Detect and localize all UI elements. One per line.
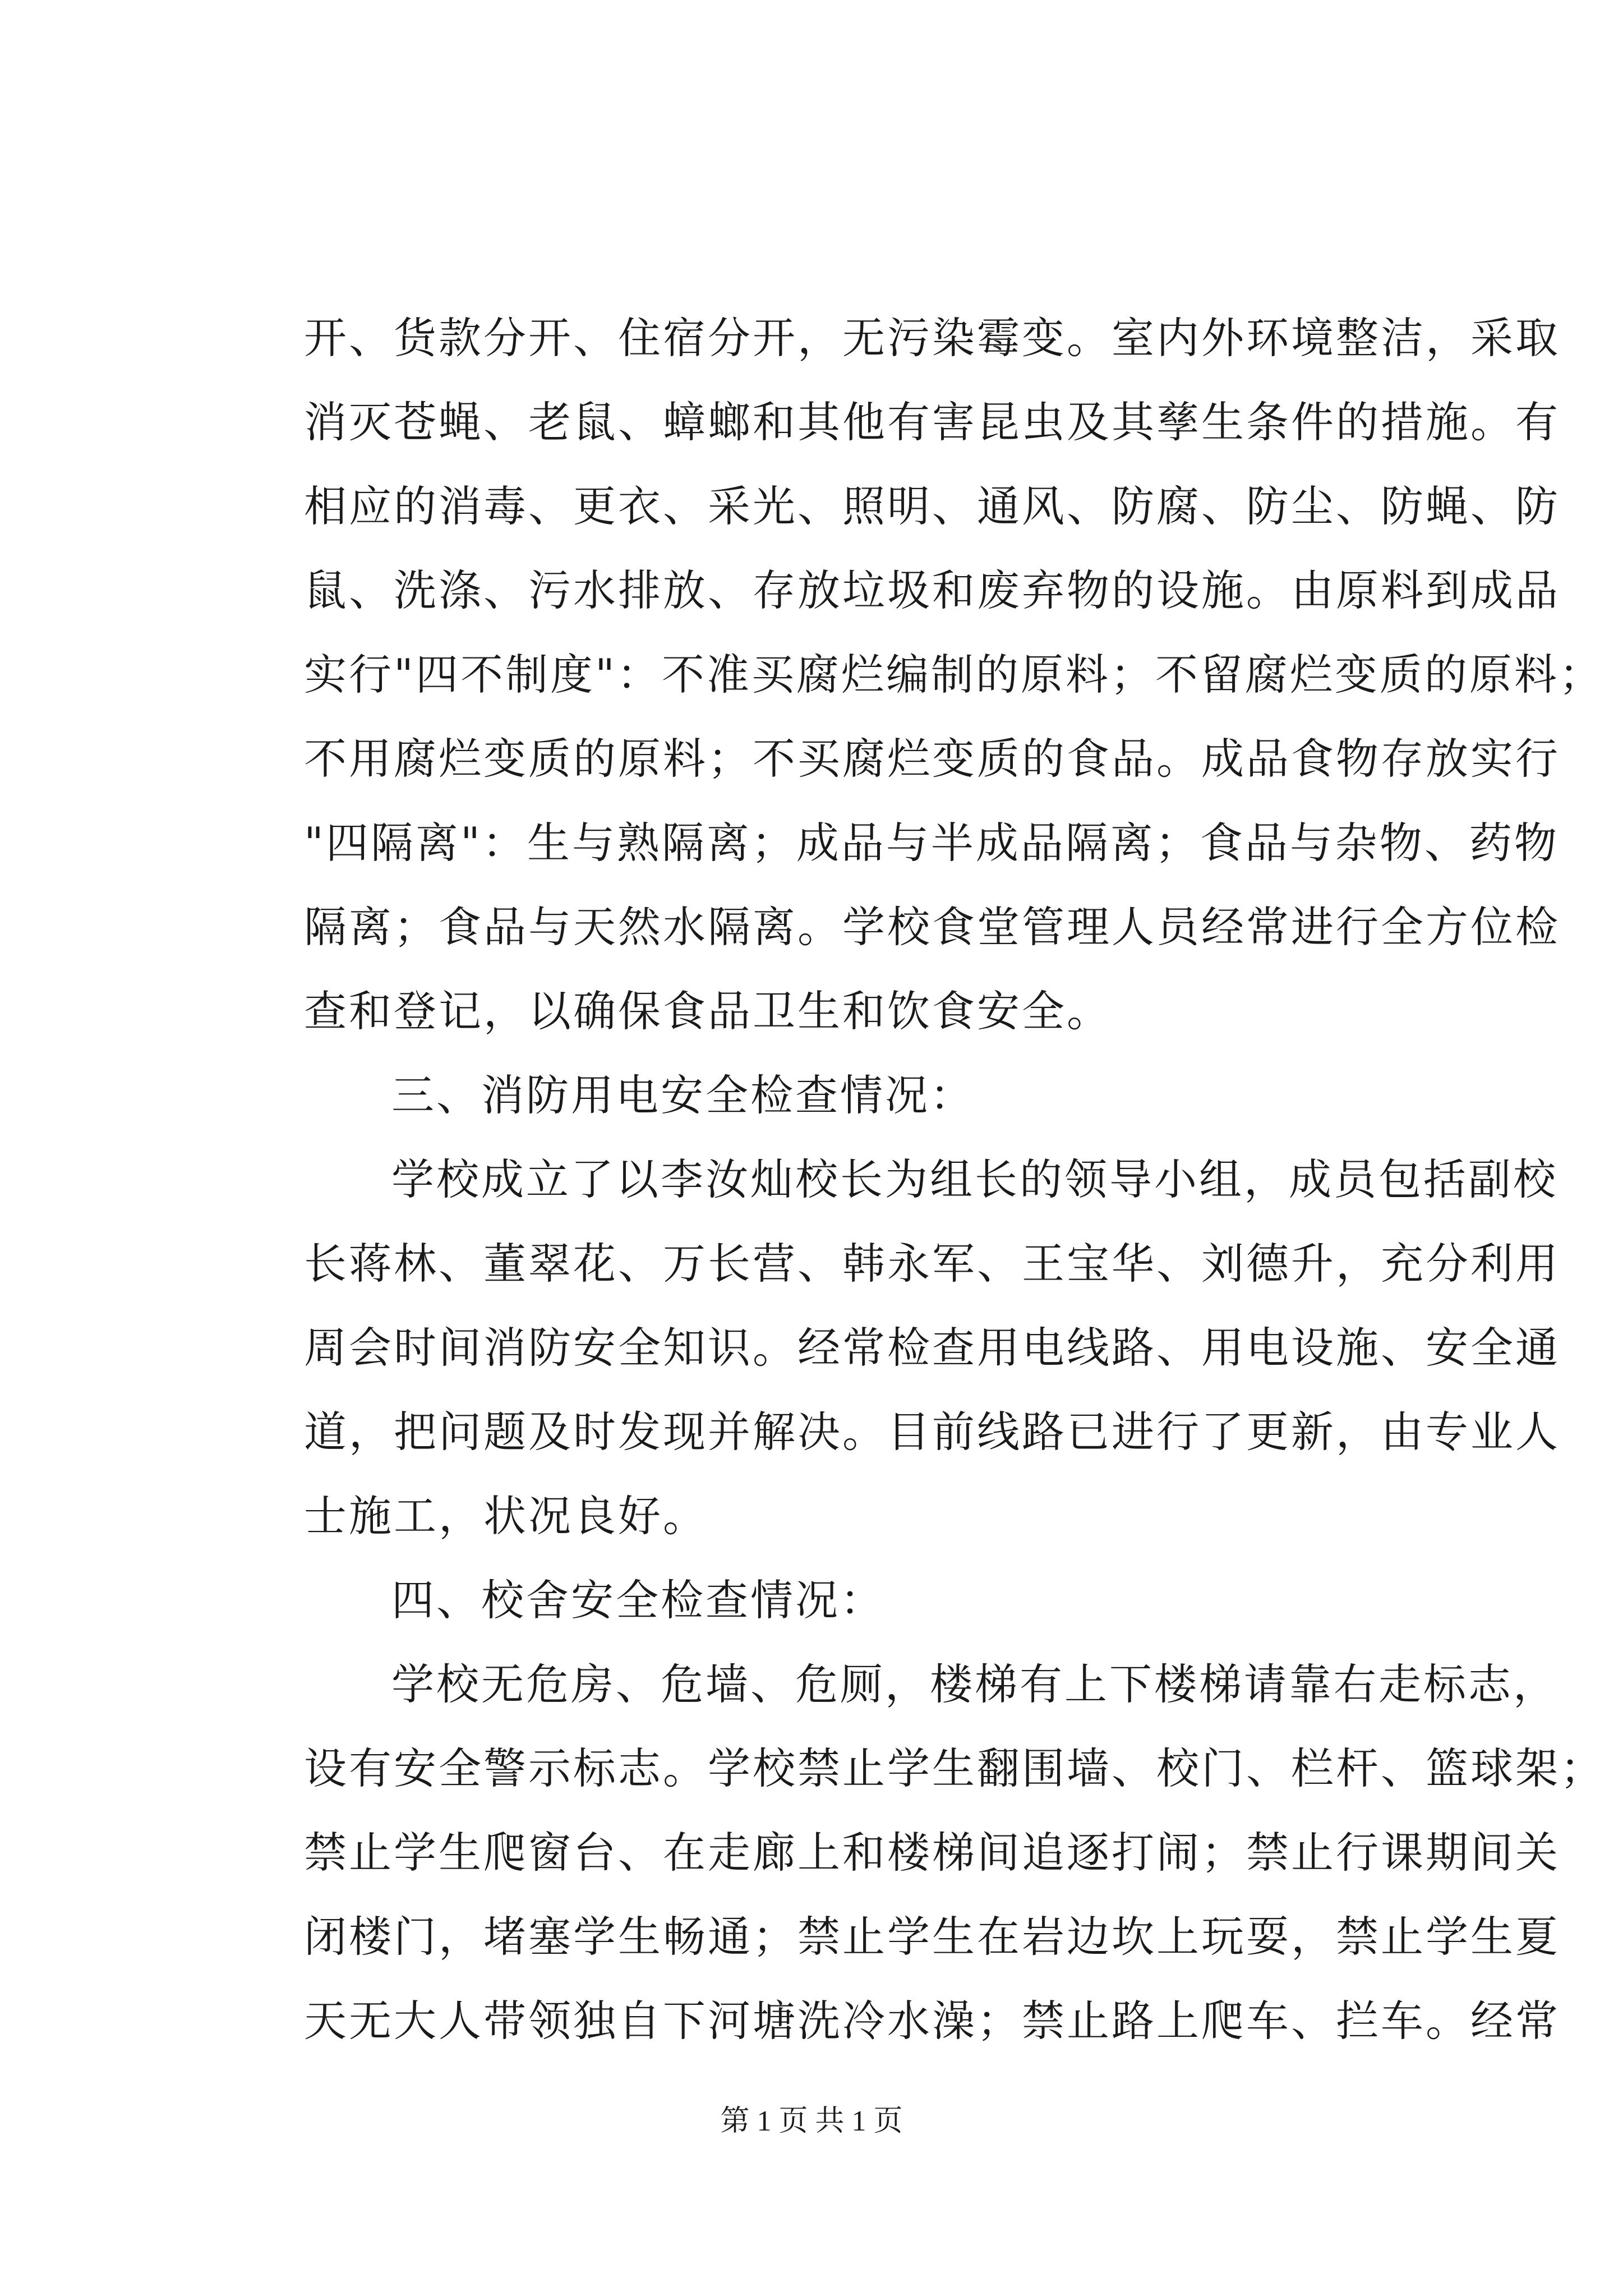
paragraph-line: 不用腐烂变质的原料；不买腐烂变质的食品。成品食物存放实行 [304, 734, 1560, 784]
paragraph-line: 禁止学生爬窗台、在走廊上和楼梯间追逐打闹；禁止行课期间关 [304, 1828, 1560, 1878]
paragraph-line: 学校无危房、危墙、危厕，楼梯有上下楼梯请靠右走标志， [391, 1659, 1558, 1709]
section-heading: 四、校舍安全检查情况： [391, 1575, 885, 1625]
paragraph-line: 相应的消毒、更衣、采光、照明、通风、防腐、防尘、防蝇、防 [304, 481, 1560, 531]
paragraph-line: 设有安全警示标志。学校禁止学生翻围墙、校门、栏杆、篮球架； [304, 1743, 1605, 1793]
paragraph-line: 查和登记，以确保食品卫生和饮食安全。 [304, 986, 1112, 1036]
paragraph-line: 学校成立了以李汝灿校长为组长的领导小组，成员包括副校 [391, 1154, 1558, 1204]
paragraph-line: 鼠、洗涤、污水排放、存放垃圾和废弃物的设施。由原料到成品 [304, 565, 1560, 615]
paragraph-line: 消灭苍蝇、老鼠、蟑螂和其他有害昆虫及其孳生条件的措施。有 [304, 397, 1560, 447]
page-number-footer: 第 1 页 共 1 页 [720, 2105, 903, 2137]
paragraph-line: "四隔离"：生与熟隔离；成品与半成品隔离；食品与杂物、药物 [304, 818, 1559, 868]
document-body [304, 296, 1605, 2063]
paragraph-line: 隔离；食品与天然水隔离。学校食堂管理人员经常进行全方位检 [304, 902, 1560, 952]
paragraph-line: 周会时间消防安全知识。经常检查用电线路、用电设施、安全通 [304, 1323, 1560, 1373]
paragraph-line: 开、货款分开、住宿分开，无污染霉变。室内外环境整洁，采取 [304, 313, 1560, 363]
paragraph-line: 道，把问题及时发现并解决。目前线路已进行了更新，由专业人 [304, 1407, 1560, 1457]
paragraph-line: 天无大人带领独自下河塘洗冷水澡；禁止路上爬车、拦车。经常 [304, 1996, 1560, 2046]
section-heading: 三、消防用电安全检查情况： [391, 1070, 975, 1120]
paragraph-line: 长蒋林、董翠花、万长营、韩永军、王宝华、刘德升，充分利用 [304, 1239, 1560, 1289]
paragraph-line: 士施工，状况良好。 [304, 1491, 708, 1541]
paragraph-line: 实行"四不制度"：不准买腐烂编制的原料；不留腐烂变质的原料； [304, 650, 1604, 700]
paragraph-line: 闭楼门，堵塞学生畅通；禁止学生在岩边坎上玩耍，禁止学生夏 [304, 1912, 1560, 1962]
